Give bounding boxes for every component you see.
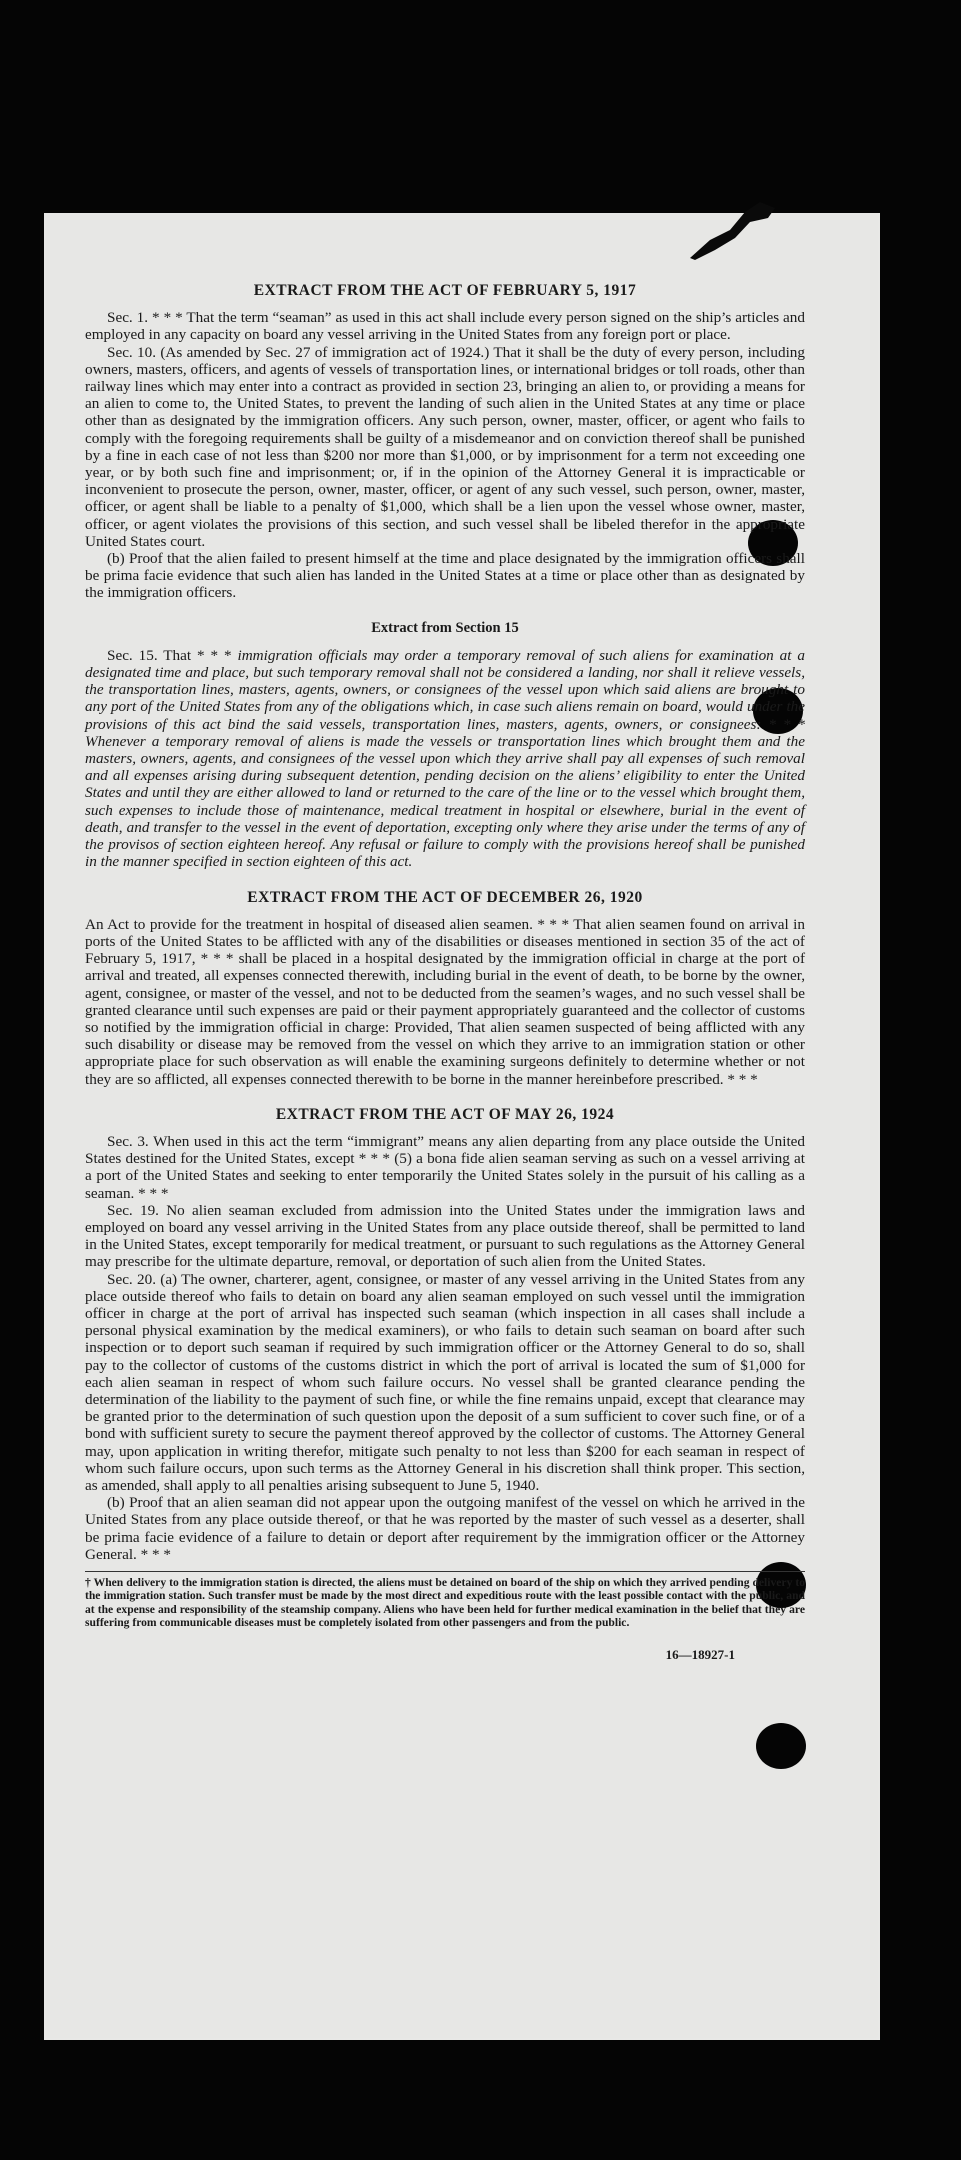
sec-15-lead: Sec. 15. That * * * — [107, 646, 238, 664]
sec-3: Sec. 3. When used in this act the term “immigrant” means any alien departing from any place outside the United States destined for the United States, except * * * (5) a bona fide alien seaman serving as such on a vessel arriving at a port of the United States and seeking to enter temporarily the United States solely in the pursuit of his calling as a seaman. * * * — [85, 1132, 805, 1202]
section-1920 — [85, 916, 805, 1088]
section-1924 — [85, 1133, 805, 1563]
sec-15-body: immigration officials may order a temporary removal of such aliens for examination at a designated time and place, but such temporary removal shall not be considered a landing, nor shall it relieve vessels, the transportation lines, masters, agents, owners, or consignees of the vessel upon which said aliens are brought to any port of the United States from any of the obligations which, in case such aliens remain on board, would under the provisions of this act bind the said vessels, transportation lines, masters, agents, owners, or consignees: * * * Whenever a temporary removal of aliens is made the vessels or transportation lines which brought them and the masters, owners, agents, and consignees of the vessel upon which they arrive shall pay all expenses of such removal and all expenses arising during subsequent detention, pending decision on the aliens’ eligibility to enter the United States and until they are either allowed to land or returned to the care of the line or to the vessel which brought them, such expenses to include those of maintenance, medical treatment in hospital or elsewhere, burial in the event of death, and transfer to the vessel in the event of deportation, excepting only where they arise under the terms of any of the provisos of section eighteen hereof. Any refusal or failure to comply with the provisions hereof shall be punished in the manner specified in section eighteen of this act. — [85, 646, 805, 871]
punch-hole — [756, 1723, 806, 1769]
section-15 — [85, 647, 805, 871]
form-number: 16—18927-1 — [665, 1646, 735, 1662]
heading-act-1920: EXTRACT FROM THE ACT OF DECEMBER 26, 1920 — [247, 888, 643, 906]
sec-10b: (b) Proof that the alien failed to present himself at the time and place designated by the immigration officers shall be prima facie evidence that such alien has landed in the United States at a time or place other than as designated by the immigration officers. — [85, 550, 805, 602]
sec-15 — [85, 647, 805, 871]
sec-10: Sec. 10. (As amended by Sec. 27 of immigration act of 1924.) That it shall be the duty of every person, including owners, masters, officers, and agents of vessels of transportation lines, or international bridges or toll roads, other than railway lines which may enter into a contract as provided in section 23, bringing an alien to, or providing a means for an alien to come to, the United States, to prevent the landing of such alien in the United States at any time or place other than as designated by the immigration officers. Any such person, owner, master, officer, or agent who fails to comply with the foregoing requirements shall be guilty of a misdemeanor and on conviction thereof shall be punished by a fine in each case of not less than $200 nor more than $1,000, or by imprisonment for a term not exceeding one year, or by both such fine and imprisonment; or, if in the opinion of the Attorney General it is impracticable or inconvenient to prosecute the person, owner, master, officer, or agent of any such vessel, such person, owner, master, officer, or agent shall be liable to a penalty of $1,000, which shall be a lien upon the vessel whose owner, master, officer, or agent violates the provisions of this section, and such vessel shall be libeled therefor in the appropriate United States court. — [85, 343, 805, 550]
footnote: † When delivery to the immigration station is directed, the aliens must be detained on board of the ship on which they arrived pending delivery to the immigration station. Such transfer must be made by the most direct and expeditious route with the least possible contact with the public, and at the expense and responsibility of the steamship company. Aliens who have been held for further medical examination in the belief that they are suffering from communicable diseases must be completely isolated from other passengers and from the public. — [85, 1571, 805, 1630]
heading-act-1917: EXTRACT FROM THE ACT OF FEBRUARY 5, 1917 — [253, 282, 637, 299]
sec-1: Sec. 1. * * * That the term “seaman” as used in this act shall include every person signed on the ship’s articles and employed in any capacity on board any vessel arriving in the United States from any foreign port or place. — [85, 309, 805, 344]
sec-20: Sec. 20. (a) The owner, charterer, agent, consignee, or master of any vessel arriving in the United States from any place outside thereof who fails to detain on board any alien seaman employed on such vessel until the immigration officer in charge at the port of arrival has inspected such seaman (which inspection in all cases shall include a personal physical examination by the medical examiners), or who fails to detain such seaman on board after such inspection or to deport such seaman if required by such immigration officer or the Attorney General to do so, shall pay to the collector of customs of the customs district in which the port of arrival is located the sum of $1,000 for each alien seaman in respect of whom such failure occurs. No vessel shall be granted clearance pending the determination of the liability to the payment of such fine, or while the fine remains unpaid, except that clearance may be granted prior to the determination of such question upon the deposit of a sum sufficient to cover such fine, or of a bond with sufficient surety to secure the payment thereof approved by the collector of customs. The Attorney General may, upon application in writing therefor, mitigate such penalty to not less than $200 for each seaman in respect of whom such failure occurs, upon such terms as the Attorney General in his discretion shall think proper. This section, as amended, shall apply to all penalties arising subsequent to June 5, 1940. — [85, 1270, 805, 1494]
sec-20b: (b) Proof that an alien seaman did not appear upon the outgoing manifest of the vessel on which he arrived in the United States from any place outside thereof, or that he was reported by the master of such vessel as a deserter, shall be prima facie evidence of a failure to detain or deport after requirement by the immigration officer or the Attorney General. * * * — [85, 1494, 805, 1563]
torn-corner — [690, 200, 780, 260]
section-1917 — [85, 309, 805, 601]
document-text — [85, 282, 805, 1663]
sec-19: Sec. 19. No alien seaman excluded from admission into the United States under the immigration laws and employed on board any vessel arriving in the United States from any place outside thereof, shall be permitted to land in the United States, except temporarily for medical treatment, or pursuant to such regulations as the Attorney General may prescribe for the ultimate departure, removal, or deportation of such alien from the United States. — [85, 1201, 805, 1271]
act-1920: An Act to provide for the treatment in hospital of diseased alien seamen. * * * That alien seamen found on arrival in ports of the United States to be afflicted with any of the disabilities or diseases mentioned in section 35 of the act of February 5, 1917, * * * shall be placed in a hospital designated by the immigration official in charge at the port of arrival and treated, all expenses connected therewith, including burial in the event of death, to be borne by the owner, agent, consignee, or master of the vessel, and not to be deducted from the seamen’s wages, and no such vessel shall be granted clearance until such expenses are paid or their payment appropriately guaranteed and the collector of customs so notified by the immigration official in charge: Provided, That alien seamen suspected of being afflicted with any such disability or disease may be removed from the vessel on which they arrive to an immigration station or other appropriate place for such observation as will enable the examining surgeons definitely to determine whether or not they are so afflicted, all expenses connected therewith to be borne in the manner hereinbefore prescribed. * * * — [85, 915, 805, 1088]
subheading-section-15: Extract from Section 15 — [371, 619, 519, 636]
heading-act-1924: EXTRACT FROM THE ACT OF MAY 26, 1924 — [275, 1105, 615, 1123]
